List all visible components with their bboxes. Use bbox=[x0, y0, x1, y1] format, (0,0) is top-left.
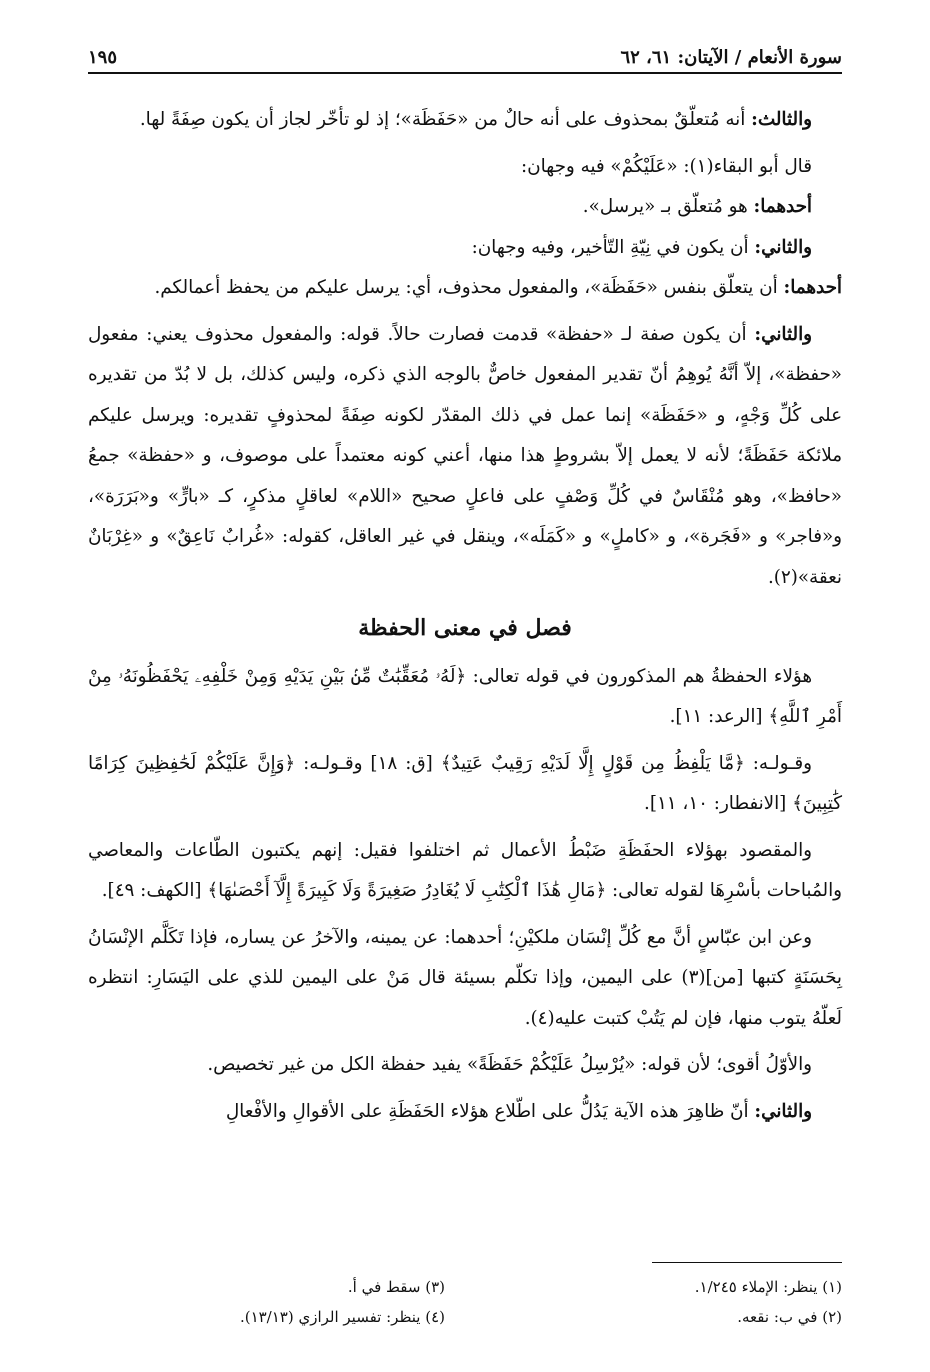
paragraph-text: وعن ابن عبّاسٍ أنَّ مع كُلِّ إنْسَان ملكيْنِ؛ أحدهما: عن يمينه، والآخرُ عن يساره، فإذا تَكَلَّم الإنْسَانُ بِحَسَنَةٍ كتبها [من](٣) على اليمين، وإذا تكلّم بسيئة قال مَنْ على اليمين للذي على اليَسَارِ: انتظره لَعلّهُ يتوب منها، فإن لم يَتُبْ كتبت عليه(٤). bbox=[88, 926, 842, 1029]
paragraph-lead: والثاني: bbox=[754, 1100, 812, 1122]
paragraph-text: هو مُتعلّق بـ «يرسل». bbox=[582, 196, 754, 217]
paragraph-lead: والثالث: bbox=[751, 109, 812, 130]
running-title: سورة الأنعام / الآيتان: ٦١، ٦٢ bbox=[620, 47, 842, 68]
paragraph-second-view bbox=[88, 228, 842, 269]
page bbox=[88, 30, 842, 1350]
paragraph-text: والأوّلُ أقوى؛ لأن قوله: «يُرْسِلُ عَلَيْكُمْ حَفَظَةً» يفيد حفظة الكل من غير تخصيص. bbox=[207, 1054, 812, 1075]
paragraph-text: أنه مُتعلّقٌ بمحذوف على أنه حالٌ من «حَفَظَة»؛ إذ لو تأخّر لجاز أن يكون صِفَةً لها. bbox=[139, 109, 752, 130]
footnote-3: (٣) سقط في أ. bbox=[347, 1278, 445, 1296]
paragraph-text: أنّ ظاهِرَ هذه الآية يَدُلُّ على اطّلاع هؤلاء الحَفَظَةِ على الأقوالِ والأفْعالِ bbox=[225, 1100, 755, 1122]
paragraph-text: قال أبو البقاء(١): «عَلَيْكُمْ» فيه وجهان: bbox=[521, 155, 812, 177]
paragraph-lead: أحدهما: bbox=[753, 196, 812, 217]
footnote-1: (١) ينظر: الإملاء ١/٢٤٥. bbox=[694, 1278, 842, 1296]
paragraph-text: أن يتعلّق بنفس «حَفَظَة»، والمفعول محذوف، أي: يرسل عليكم من يحفظ أعمالكم. bbox=[154, 277, 784, 298]
section-title: فصل في معنى الحفظة bbox=[358, 615, 572, 641]
paragraph-lead: والثاني: bbox=[754, 323, 812, 345]
paragraph-lead: والثاني: bbox=[754, 236, 812, 258]
section-paragraph bbox=[88, 1092, 842, 1133]
paragraph-sub-second bbox=[88, 315, 842, 599]
section-paragraph bbox=[88, 1045, 842, 1086]
paragraph-text: أن يكون في نِيّةِ التّأخير، وفيه وجهان: bbox=[471, 236, 755, 258]
paragraph-text: وقـولـه: ﴿مَّا يَلْفِظُ مِن قَوْلٍ إِلَّا لَدَيْهِ رَقِيبٌ عَتِيدٌ﴾ [ق: ١٨] وقـولـه: ﴿وَإِنَّ عَلَيْكُمْ لَحَٰفِظِينَ كِرَامًا كَٰتِبِينَ﴾ [الانفطار: ١٠، ١١]. bbox=[88, 752, 842, 814]
paragraph-lead: أحدهما: bbox=[783, 277, 842, 298]
section-paragraph bbox=[88, 831, 842, 912]
paragraph-text: أن يكون صفة لـ «حفظة» قدمت فصارت حالاً. قوله: والمفعول محذوف يعني: مفعول «حفظة»، إلاّ أنَّهُ يُوهِمُ أنّ تقدير المفعول خاصٌّ بالوجه الذي ذكره، وليس كذلك، بل لا بُدّ من تقديره على كُلِّ وَجْهٍ، و «حَفَظَة» إنما عمل في ذلك المقدّر لكونه صِفَةً لمحذوفٍ تقديره: ويرسل عليكم ملائكة حَفَظَةً؛ لأنه لا يعمل إلاّ بشروطٍ هذا منها، أعني كونه معتمداً على موصوف، و «حفظة» جمعُ «حافظ»، وهو مُنْقَاسٌ في كُلِّ وَصْفٍ على فاعلٍ صحيح «اللام» لعاقلٍ مذكرٍ، كـ «بارٍّ» و«بَرَرَة»، و«فاجر» و «فَجَرة»، و «كاملٍ» و «كَمَلَه»، وينقل في غير العاقل، كقوله: «غُرابٌ نَاعِقٌ» و «غِرْبَانٌ نعقة»(٢). bbox=[88, 323, 842, 588]
paragraph-sub-first bbox=[88, 268, 842, 309]
paragraph-first-view bbox=[88, 187, 842, 228]
footnotes bbox=[88, 1272, 842, 1332]
paragraph-abu-al-baqa bbox=[88, 147, 842, 188]
footnote-4: (٤) ينظر: تفسير الرازي (١٣/١٣). bbox=[239, 1308, 445, 1326]
footnote-rule bbox=[652, 1262, 842, 1263]
section-paragraph bbox=[88, 744, 842, 825]
paragraph-third bbox=[88, 100, 842, 141]
section-paragraph bbox=[88, 657, 842, 738]
body-text bbox=[88, 100, 842, 1138]
page-number: ١٩٥ bbox=[88, 47, 118, 68]
section-paragraph bbox=[88, 918, 842, 1040]
footnote-2: (٢) في ب: نقعه. bbox=[737, 1308, 842, 1326]
running-head bbox=[88, 36, 842, 74]
paragraph-text: والمقصود بهؤلاء الحفَظَةِ ضَبْطُ الأعمال ثم اختلفوا فقيل: إنهم يكتبون الطّاعات والمعاصي والمُباحات بأسْرِهَا لقوله تعالى: ﴿مَالِ هَٰذَا ٱلْكِتَٰبِ لَا يُغَادِرُ صَغِيرَةً وَلَا كَبِيرَةً إِلَّآ أَحْصَىٰهَا﴾ [الكهف: ٤٩]. bbox=[88, 839, 842, 901]
paragraph-text: هؤلاء الحفظةُ هم المذكورون في قوله تعالى: ﴿لَهُۥ مُعَقِّبَٰتٌ مِّنۢ بَيْنِ يَدَيْهِ وَمِنْ خَلْفِهِۦ يَحْفَظُونَهُۥ مِنْ أَمْرِ ٱللَّهِ﴾ [الرعد: ١١]. bbox=[88, 665, 842, 727]
